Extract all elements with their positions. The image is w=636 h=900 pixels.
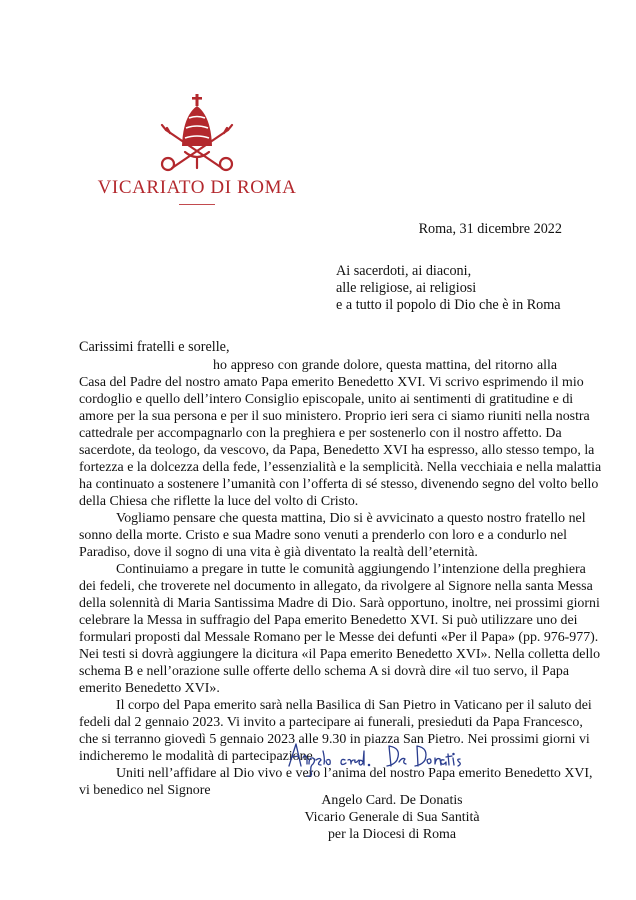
body-line: Il corpo del Papa emerito sarà nella Basilica di San Pietro in Vaticano per il saluto dei [116, 698, 592, 713]
signatory-block [287, 792, 497, 843]
body-line: ha continuato a sostenere l’umanità con l’offerta di sé stesso, divenendo segno del volto bello [79, 477, 599, 492]
recipient-line: Ai sacerdoti, ai diaconi, [336, 263, 472, 279]
body-line: fortezza e la dolcezza della fede, l’essenzialità e la semplicità. Nella vecchiaia e nella malattia [79, 460, 602, 475]
body-line: della solennità di Maria Santissima Madre di Dio. Sarà opportuno, inoltre, nei prossimi giorni [79, 596, 600, 611]
body-line: sacerdote, da teologo, da vescovo, da Papa, Benedetto XVI ha espresso, allo stesso tempo, la [79, 443, 595, 458]
body-line: ho appreso con grande dolore, questa mattina, del ritorno alla [213, 358, 557, 373]
body-line: cordoglio e quello dell’intero Consiglio episcopale, unito ai sentimenti di gratitudine e di [79, 392, 574, 407]
signatory-title: Vicario Generale di Sua Santità [304, 810, 480, 825]
body-line: dei fedeli, che troverete nel documento in allegato, da rivolgere al Signore nella santa Messa [79, 579, 593, 594]
body-line: Casa del Padre del nostro amato Papa emerito Benedetto XVI. Vi scrivo esprimendo il mio [79, 375, 584, 390]
body-line: della Chiesa che riflette la luce del volto di Cristo. [79, 494, 359, 509]
body-line: Uniti nell’affidare al Dio vivo e vero l’anima del nostro Papa emerito Benedetto XVI, [116, 766, 593, 781]
salutation: Carissimi fratelli e sorelle, [79, 339, 230, 355]
date-line: Roma, 31 dicembre 2022 [418, 221, 562, 237]
body-line: Vogliamo pensare che questa mattina, Dio si è avvicinato a questo nostro fratello nel [116, 511, 586, 526]
body-line: fedeli dal 2 gennaio 2023. Vi invito a partecipare ai funerali, presieduti da Papa Francesco, [79, 715, 583, 730]
body-line: formulari proposti dal Messale Romano per le Messe dei defunti «Per il Papa» (pp. 976-977). [79, 630, 599, 645]
body-line: sonno della morte. Cristo e sua Madre sono venuti a prenderlo con loro e a condurlo nel [79, 528, 567, 543]
recipient-line: alle religiose, ai religiosi [336, 280, 477, 296]
body-line: Nei testi si dovrà aggiungere la dicitura «il Papa emerito Benedetto XVI». Nella colletta dello [79, 647, 601, 662]
signatory-diocese: per la Diocesi di Roma [327, 827, 457, 842]
letter-body [79, 357, 602, 799]
body-line: Continuiamo a pregare in tutte le comunità aggiungendo l’intenzione della preghiera [116, 562, 586, 577]
handwritten-signature [285, 736, 480, 778]
papal-emblem-icon [152, 88, 242, 174]
recipient-line: e a tutto il popolo di Dio che è in Roma [336, 297, 561, 313]
body-line: celebrare la Messa in suffragio del Papa emerito Benedetto XVI. Si può utilizzare uno dei [79, 613, 578, 628]
body-line: Paradiso, dove il sogno di una vita è già diventato la realtà dell’eternità. [79, 545, 478, 560]
body-line: schema B e nell’orazione sulle offerte dello schema A si dovrà dire «il tuo servo, il Papa [79, 664, 570, 679]
body-line: indicheremo le modalità di partecipazione. [79, 749, 317, 764]
organization-name: VICARIATO DI ROMA [97, 177, 297, 198]
recipients-block [336, 263, 561, 314]
body-line: cattedrale per accompagnarlo con la preghiera e per sostenerlo con il nostro affetto. Da [79, 426, 562, 441]
body-line: emerito Benedetto XVI». [79, 681, 220, 696]
letterhead-divider [179, 204, 215, 205]
body-line: amore per la sua persona e per il suo ministero. Proprio ieri sera ci siamo riuniti nella nostra [79, 409, 590, 424]
body-line: che si terranno giovedì 5 gennaio 2023 alle 9.30 in piazza San Pietro. Nei prossimi giorni vi [79, 732, 590, 747]
signatory-name: Angelo Card. De Donatis [321, 793, 463, 808]
body-line: vi benedico nel Signore [79, 783, 211, 798]
